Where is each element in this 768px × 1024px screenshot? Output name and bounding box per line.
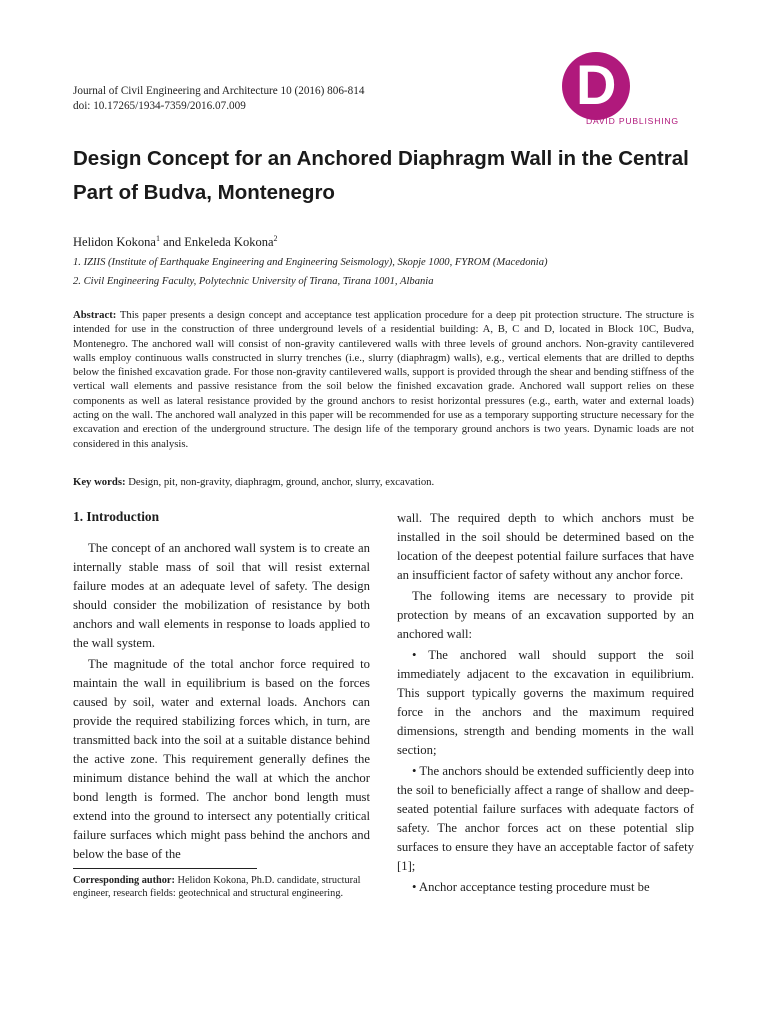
abstract xyxy=(73,308,694,451)
footnote-divider xyxy=(73,868,257,869)
logo-text-david: DAVID xyxy=(586,116,616,126)
affiliation-2: 2. Civil Engineering Faculty, Polytechnic University of Tirana, Tirana 1001, Albania xyxy=(73,276,434,287)
doi-line: doi: 10.17265/1934-7359/2016.07.009 xyxy=(73,100,246,112)
intro-paragraph-2: The magnitude of the total anchor force required to maintain the wall in equilibrium is based on the forces caused by soil, water and external loads. Anchors can provide the required stabilizing forces which, in turn, are transmitted back into the soil at a suitable distance behind the active zone. This requirement generally defines the minimum distance behind the wall at which the anchor bond length is formed. The anchor bond length must extend into the ground to intersect any potentially critical failure surfaces which might pass behind the anchors and below the base of the xyxy=(73,657,370,861)
corresponding-author-footnote xyxy=(73,874,370,900)
left-column xyxy=(73,509,370,864)
abstract-label: Abstract: xyxy=(73,309,117,321)
publisher-logo xyxy=(556,52,698,130)
author-2: Enkeleda Kokona xyxy=(184,235,274,249)
author-2-affiliation-mark: 2 xyxy=(273,233,278,243)
author-1-affiliation-mark: 1 xyxy=(155,233,160,243)
intro-paragraph-1: The concept of an anchored wall system is to create an internally stable mass of soil that will resist external failure modes at an adequate level of safety. The design should consider the mobilization of resistance by both anchors and wall elements in response to loads applied to the wall system. xyxy=(73,541,370,650)
bullet-item-2: • The anchors should be extended sufficiently deep into the soil to beneficially affect a range of shallow and deep-seated potential failure surfaces with adequate factors of safety. The anchor forces act on these potential slip surfaces to ensure they have an acceptable factor of safety [1]; xyxy=(397,764,694,873)
abstract-text: This paper presents a design concept and acceptance test application procedure for a deep pit protection structure. The structure is intended for use in the construction of three underground levels of a residential building: A, B, C and D, located in Block 10C, Budva, Montenegro. The anchored wall will consist of non-gravity cantilevered walls with three levels of ground anchors. Non-gravity cantilevered walls employ continuous walls constructed in slurry trenches (i.e., slurry (diaphragm) walls), e.g., vertical elements that are drilled to depths below the finished excavation grade. For those non-gravity cantilevered walls, support is provided through the shear and bending stiffness of the vertical wall elements and passive resistance from the soil below the finished excavation grade. Anchored wall support relies on these components as well as lateral resistance provided by the ground anchors to resist horizontal pressures (e.g., earth, water and external loads) acting on the wall. The anchored wall analyzed in this paper will be recommended for use as a temporary supporting structure necessary for the excavation and erection of the underground structure. The design life of the temporary ground anchors is two years. Dynamic loads are not considered in this analysis. xyxy=(73,309,694,450)
affiliation-1: 1. IZIIS (Institute of Earthquake Engineering and Engineering Seismology), Skopje 1000, FYROM (Macedonia) xyxy=(73,257,548,268)
logo-text-publishing: PUBLISHING xyxy=(618,116,679,126)
logo-wordmark xyxy=(556,116,698,126)
journal-citation: Journal of Civil Engineering and Architecture 10 (2016) 806-814 xyxy=(73,85,365,97)
author-conjunction: and xyxy=(159,235,185,249)
section-heading: 1. Introduction xyxy=(73,509,160,524)
footnote-label: Corresponding author: xyxy=(73,875,175,886)
paper-title: Design Concept for an Anchored Diaphragm Wall in the Central Part of Budva, Montenegro xyxy=(73,147,689,204)
author-line xyxy=(73,234,278,250)
keywords-text: Design, pit, non-gravity, diaphragm, ground, anchor, slurry, excavation. xyxy=(125,476,435,488)
footnote-text: Helidon Kokona, Ph.D. candidate, structural engineer, research fields: geotechnical and structural engineering. xyxy=(73,875,361,899)
intro-paragraph-3: The following items are necessary to provide pit protection by means of an excavation supported by an anchored wall: xyxy=(397,589,694,641)
intro-paragraph-continuation: wall. The required depth to which anchors must be installed in the soil should be determined based on the location of the deepest potential failure surfaces that have an insufficient factor of safety without any anchor force. xyxy=(397,511,694,582)
bullet-item-1: • The anchored wall should support the soil immediately adjacent to the excavation in equilibrium. This support typically governs the maximum required force in the anchors and the maximum required dimensions, strength and bending moments in the wall section; xyxy=(397,648,694,757)
logo-letter: D xyxy=(576,53,617,116)
keywords xyxy=(73,475,694,489)
bullet-item-3: • Anchor acceptance testing procedure must be xyxy=(412,880,650,894)
right-column xyxy=(397,509,694,897)
keywords-label: Key words: xyxy=(73,476,126,488)
author-1: Helidon Kokona xyxy=(73,235,156,249)
